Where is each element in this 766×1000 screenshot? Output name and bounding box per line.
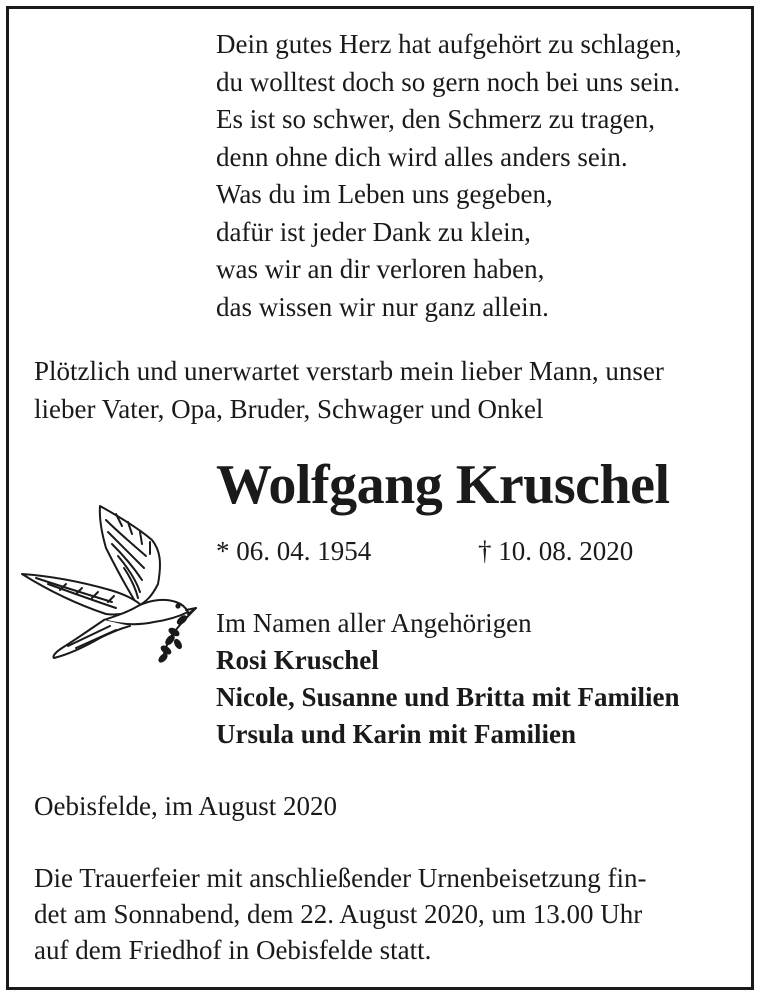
poem-line: Was du im Leben uns gegeben,	[216, 179, 553, 209]
dove-with-olive-branch-icon	[20, 498, 202, 664]
mourners-block	[216, 605, 680, 753]
service-line: auf dem Friedhof in Oebisfelde statt.	[34, 935, 432, 965]
poem-line: du wolltest doch so gern noch bei uns sein.	[216, 66, 681, 97]
poem-line: was wir an dir verloren haben,	[216, 254, 545, 284]
poem-line: das wissen wir nur ganz allein.	[216, 291, 549, 322]
life-dates	[216, 532, 633, 570]
deceased-name: Wolfgang Kruschel	[216, 454, 670, 516]
poem-line: denn ohne dich wird alles anders sein.	[216, 141, 628, 172]
death-date: † 10. 08. 2020	[478, 536, 634, 566]
poem-line: dafür ist jeder Dank zu klein,	[216, 216, 531, 247]
mourner-name: Ursula und Karin mit Familien	[216, 719, 577, 749]
place-and-date: Oebisfelde, im August 2020	[34, 791, 337, 821]
intro-line: lieber Vater, Opa, Bruder, Schwager und Onkel	[34, 394, 544, 424]
service-line: Die Trauerfeier mit anschließender Urnenbeisetzung fin-	[34, 863, 647, 893]
announcement-intro	[34, 352, 736, 428]
funeral-service-info	[34, 860, 739, 968]
poem	[216, 26, 682, 326]
mourners-heading: Im Namen aller Angehörigen	[216, 608, 532, 638]
birth-date: * 06. 04. 1954	[216, 536, 372, 566]
poem-line: Dein gutes Herz hat aufgehört zu schlagen,	[216, 29, 682, 59]
poem-line: Es ist so schwer, den Schmerz zu tragen,	[216, 104, 656, 134]
service-line: det am Sonnabend, dem 22. August 2020, um 13.00 Uhr	[34, 899, 643, 929]
intro-line: Plötzlich und unerwartet verstarb mein lieber Mann, unser	[34, 356, 664, 386]
mourner-name: Nicole, Susanne und Britta mit Familien	[216, 682, 680, 712]
mourner-name: Rosi Kruschel	[216, 645, 379, 675]
